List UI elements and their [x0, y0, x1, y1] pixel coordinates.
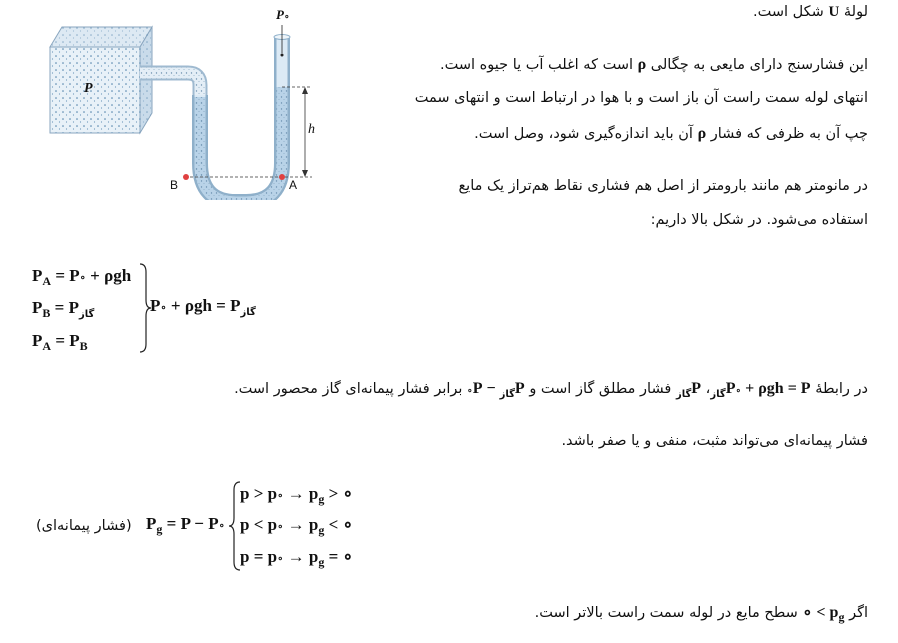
paragraph2-line1: در مانومتر هم مانند بارومتر از اصل هم فشاری نقاط هم‌تراز یک مایع	[458, 178, 868, 194]
manometer-diagram	[40, 5, 330, 200]
manometer-figure	[40, 5, 330, 200]
gas-container	[50, 27, 152, 133]
paragraph4: فشار پیمانه‌ای می‌تواند مثبت، منفی و یا صفر باشد.	[561, 433, 868, 449]
equation-pa-pb: $P_A = P_B$	[32, 331, 88, 353]
gauge-label: (فشار پیمانه‌ای)	[36, 518, 132, 534]
h-label: h	[308, 122, 315, 137]
equation-pb: $P_B = P_{گاز}$	[32, 298, 95, 320]
line-u-tube: لولهٔ U شکل است.	[753, 4, 868, 20]
a-label: A	[289, 178, 298, 192]
p0-label: P∘	[276, 7, 290, 22]
paragraph2-line2: استفاده می‌شود. در شکل بالا داریم:	[650, 212, 868, 228]
paragraph3: در رابطهٔ P∘ + $\rho gh = P_{گاز}،$ $P_{گاز}$ فشار مطلق گاز است و $P_{گاز}$ − P∘ برابر فشار پیمانه‌ای گاز محصور است.	[234, 380, 868, 400]
equation-pa: $P_A$ = P∘ + ρgh	[32, 266, 132, 288]
b-label: B	[170, 178, 179, 192]
gauge-case-zero: p = p∘ → $p_g$ = ∘	[240, 547, 354, 569]
paragraph1-line2: انتهای لوله سمت راست آن باز است و با هوا در ارتباط است و انتهای سمت	[414, 90, 868, 106]
paragraph1-line1: این فشارسنج دارای مایعی به چگالی ρ است که اغلب آب یا جیوه است.	[440, 56, 868, 73]
paragraph5: اگر $p_g$ > ∘ سطح مایع در لوله سمت راست بالاتر است.	[534, 604, 868, 624]
point-a-marker	[279, 174, 285, 180]
point-b-marker	[183, 174, 189, 180]
paragraph1-line3: چپ آن به ظرفی که فشار ρ آن باید اندازه‌گیری شود، وصل است.	[474, 125, 868, 142]
gauge-case-negative: p < p∘ → $p_g$ < ∘	[240, 515, 354, 537]
p-label: P	[84, 81, 93, 96]
gauge-definition: $P_g = P$ − P∘	[146, 514, 225, 536]
equation-result: P∘ + $\rho gh = P_{گاز}$	[150, 296, 256, 318]
gauge-case-positive: p > p∘ → $p_g$ > ∘	[240, 484, 354, 506]
